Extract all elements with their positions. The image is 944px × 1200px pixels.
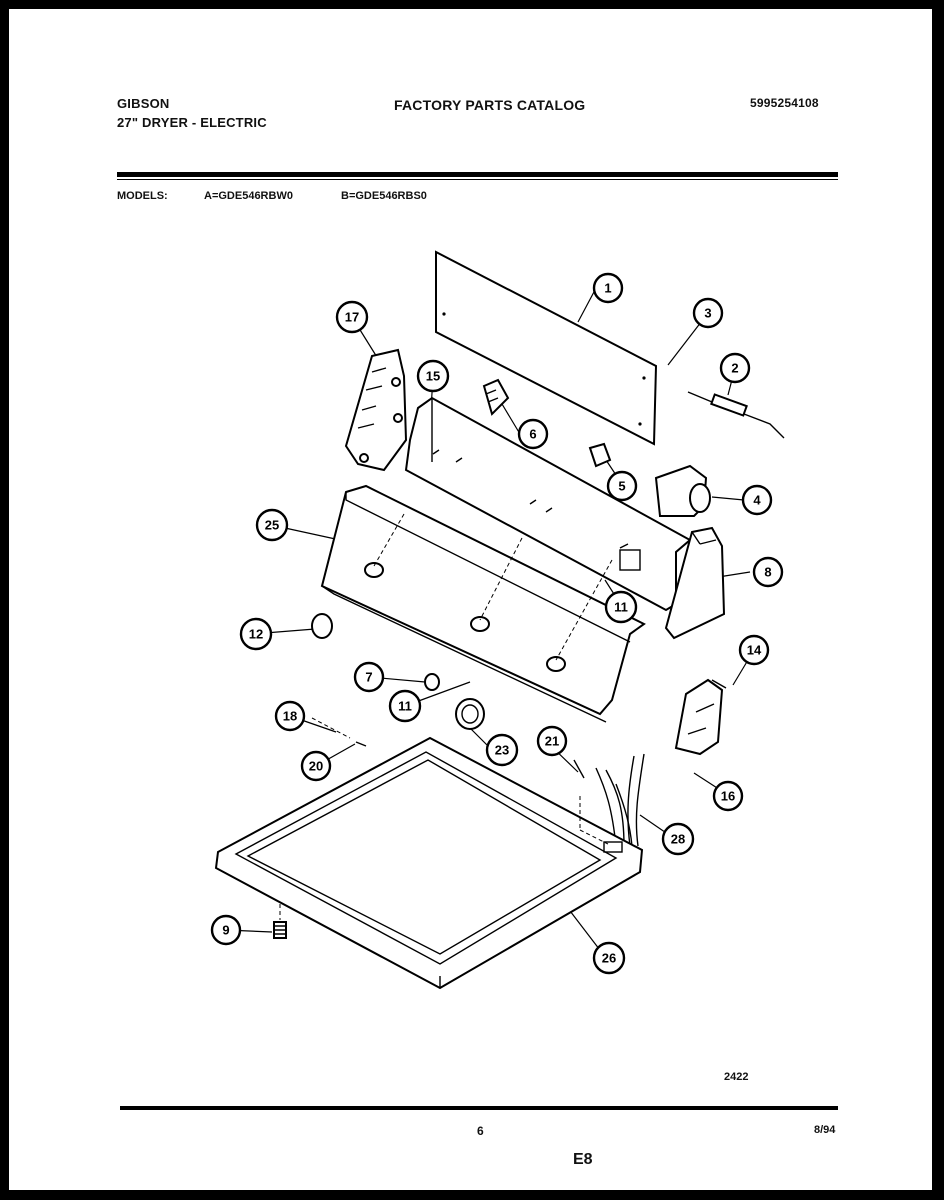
svg-text:11: 11	[614, 599, 628, 615]
page-number: 6	[477, 1124, 484, 1138]
product-name: 27" DRYER - ELECTRIC	[117, 115, 267, 130]
svg-text:2: 2	[731, 360, 739, 376]
svg-text:6: 6	[529, 426, 537, 442]
section-code: E8	[573, 1151, 593, 1168]
svg-text:3: 3	[704, 305, 712, 321]
callout-26	[594, 943, 624, 973]
svg-text:20: 20	[308, 758, 324, 774]
brand-name: GIBSON	[117, 96, 170, 111]
model-b: B=GDE546RBS0	[341, 190, 427, 202]
callout-21	[538, 727, 566, 755]
svg-text:8: 8	[764, 564, 772, 580]
svg-text:26: 26	[601, 950, 617, 966]
svg-text:9: 9	[222, 922, 230, 938]
svg-text:15: 15	[425, 368, 441, 384]
svg-text:28: 28	[670, 831, 686, 847]
callout-12	[241, 619, 271, 649]
svg-text:25: 25	[264, 517, 280, 533]
callout-9	[212, 916, 240, 944]
side-bracket-part	[346, 350, 406, 470]
print-date: 8/94	[814, 1124, 836, 1136]
callout-6	[519, 420, 547, 448]
door-switch-part	[676, 680, 726, 754]
svg-text:17: 17	[344, 309, 360, 325]
svg-text:1: 1	[604, 280, 612, 296]
drawing-number: 2422	[724, 1071, 749, 1083]
callout-2	[721, 354, 749, 382]
footer-rule	[120, 1106, 838, 1110]
catalog-title: FACTORY PARTS CATALOG	[394, 97, 586, 113]
callout-17	[337, 302, 367, 332]
catalog-number: 5995254108	[750, 96, 819, 110]
callout-18	[276, 702, 304, 730]
callout-16	[714, 782, 742, 810]
svg-text:14: 14	[746, 642, 762, 658]
svg-text:18: 18	[282, 708, 298, 724]
model-a: A=GDE546RBW0	[204, 190, 293, 202]
callout-1	[594, 274, 622, 302]
callout-4	[743, 486, 771, 514]
timer-motor-part	[656, 466, 710, 516]
callout-15	[418, 361, 448, 391]
connector-part	[590, 444, 610, 466]
callout-11-left	[390, 691, 420, 721]
callout-3	[694, 299, 722, 327]
top-panel-part	[436, 252, 656, 444]
svg-text:4: 4	[753, 492, 761, 508]
svg-text:23: 23	[494, 742, 510, 758]
callout-11-right	[606, 592, 636, 622]
callout-25	[257, 510, 287, 540]
leveling-leg-part	[274, 904, 286, 938]
cabinet-top-part	[216, 738, 642, 988]
models-label: MODELS:	[117, 190, 168, 202]
callout-5	[608, 472, 636, 500]
wire-harness-part	[688, 392, 784, 438]
svg-text:12: 12	[248, 626, 264, 642]
svg-text:16: 16	[720, 788, 736, 804]
callout-7	[355, 663, 383, 691]
callout-28	[663, 824, 693, 854]
svg-text:5: 5	[618, 478, 626, 494]
svg-text:21: 21	[544, 733, 560, 749]
callout-20	[302, 752, 330, 780]
callout-14	[740, 636, 768, 664]
svg-text:11: 11	[398, 698, 412, 714]
callout-23	[487, 735, 517, 765]
callout-8	[754, 558, 782, 586]
svg-text:7: 7	[365, 669, 373, 685]
